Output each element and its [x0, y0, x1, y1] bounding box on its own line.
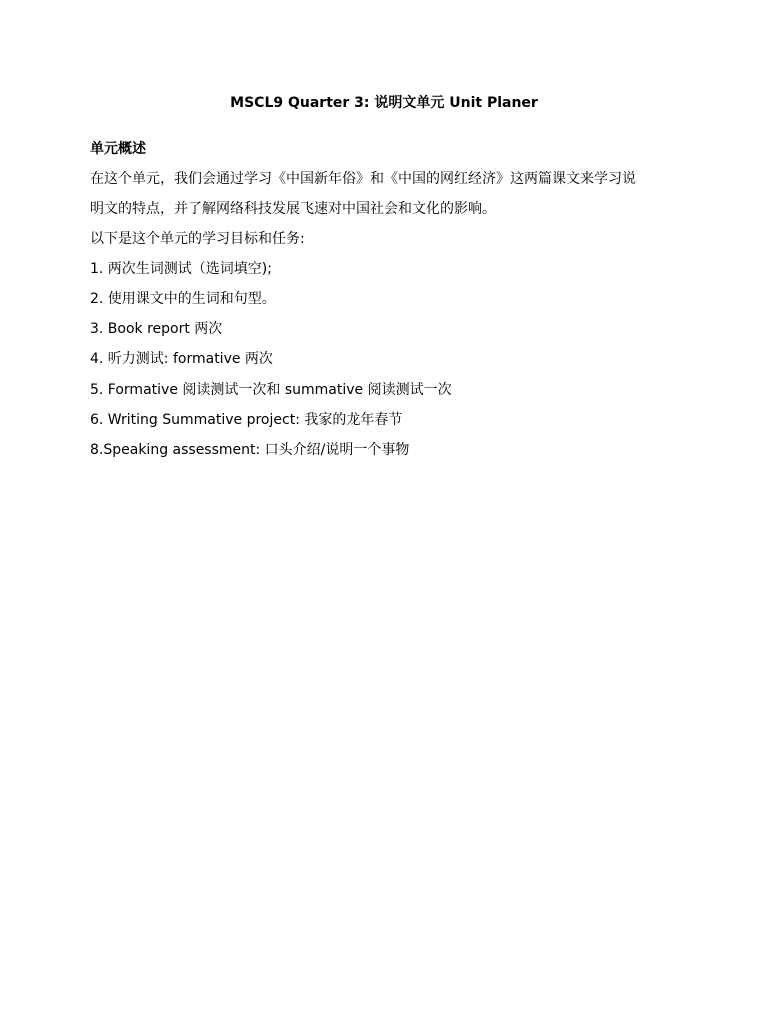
list-item: 2. 使用课文中的生词和句型。: [90, 291, 276, 307]
list-item: 6. Writing Summative project: 我家的龙年春节: [90, 412, 403, 428]
overview-heading: 单元概述: [90, 141, 146, 157]
list-item: 4. 听力测试: formative 两次: [90, 351, 273, 367]
intro-paragraph-line-2: 明文的特点，并了解网络科技发展飞速对中国社会和文化的影响。: [90, 201, 496, 217]
intro-paragraph-line-1: 在这个单元，我们会通过学习《中国新年俗》和《中国的网红经济》这两篇课文来学习说: [90, 171, 636, 187]
list-item: 5. Formative 阅读测试一次和 summative 阅读测试一次: [90, 382, 452, 398]
list-item: 8.Speaking assessment: 口头介绍/说明一个事物: [90, 442, 410, 458]
document-title: MSCL9 Quarter 3: 说明文单元 Unit Planer: [230, 95, 538, 111]
list-item: 1. 两次生词测试（选词填空);: [90, 261, 272, 277]
list-item: 3. Book report 两次: [90, 321, 223, 337]
goals-intro: 以下是这个单元的学习目标和任务:: [90, 231, 305, 247]
